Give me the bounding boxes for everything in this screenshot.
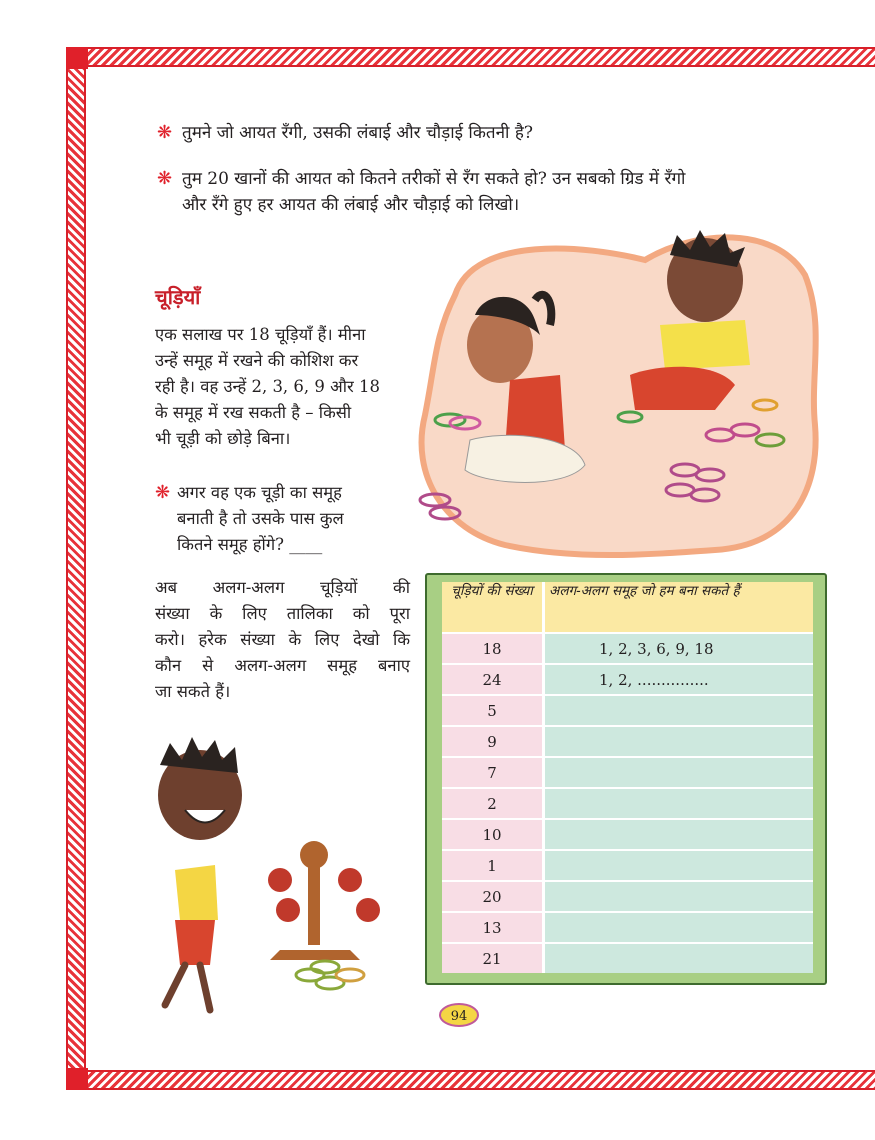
table-header-row [442, 582, 813, 633]
question-2-line-1: तुम 20 खानों की आयत को कितने तरीकों से रँग सकते हो? उन सबको ग्रिड में रँगो [182, 169, 686, 189]
flower-bullet-icon: ❋ [157, 168, 173, 189]
top-border [66, 47, 875, 67]
row-groups[interactable] [544, 943, 814, 973]
row-groups[interactable] [544, 881, 814, 912]
table-row [442, 850, 813, 881]
paragraph-line: अब अलग-अलग चूड़ियों की [155, 578, 410, 597]
paragraph-line: कौन से अलग-अलग समूह बनाए [155, 656, 410, 675]
table-row [442, 819, 813, 850]
paragraph-line: संख्या के लिए तालिका को पूरा [155, 604, 410, 623]
row-groups[interactable]: 1, 2, ............... [544, 664, 814, 695]
table-row [442, 695, 813, 726]
section-heading: चूड़ियाँ [155, 285, 201, 309]
question-2-line-2: और रँगे हुए हर आयत की लंबाई और चौड़ाई को लिखो। [182, 195, 520, 215]
bangle-groups-table [442, 582, 813, 973]
paragraph-line: जा सकते हैं। [155, 682, 231, 701]
paragraph-line: रही है। वह उन्हें 2, 3, 6, 9 और 18 [155, 377, 381, 396]
bangles-paragraph [155, 322, 410, 452]
row-number: 1 [442, 850, 544, 881]
row-number: 10 [442, 819, 544, 850]
row-groups[interactable] [544, 788, 814, 819]
children-bangles-illustration [415, 225, 820, 560]
row-groups[interactable] [544, 819, 814, 850]
row-groups[interactable] [544, 912, 814, 943]
corner-bottom-left [66, 1068, 88, 1090]
row-groups[interactable]: 1, 2, 3, 6, 9, 18 [544, 633, 814, 664]
question-1 [157, 120, 533, 146]
table-row [442, 881, 813, 912]
paragraph-line: एक सलाख पर 18 चूड़ियाँ हैं। मीना [155, 325, 366, 344]
row-number: 21 [442, 943, 544, 973]
question-3-line: बनाती है तो उसके पास कुल [177, 509, 344, 528]
corner-top-left [66, 47, 88, 69]
table-row [442, 664, 813, 695]
row-groups[interactable] [544, 726, 814, 757]
row-number: 7 [442, 757, 544, 788]
paragraph-line: भी चूड़ी को छोड़े बिना। [155, 429, 291, 448]
row-number: 20 [442, 881, 544, 912]
bottom-border [66, 1070, 875, 1090]
row-number: 5 [442, 695, 544, 726]
question-3-line: कितने समूह होंगे? ____ [177, 535, 323, 554]
question-2 [157, 166, 686, 218]
header-bangle-count: चूड़ियों की संख्या [442, 582, 544, 633]
table-row [442, 943, 813, 973]
table-row [442, 788, 813, 819]
paragraph-line: के समूह में रख सकती है – किसी [155, 403, 352, 422]
table-row [442, 757, 813, 788]
table-row [442, 912, 813, 943]
row-number: 24 [442, 664, 544, 695]
row-groups[interactable] [544, 695, 814, 726]
question-3 [155, 480, 415, 558]
flower-bullet-icon: ❋ [157, 122, 173, 143]
question-1-text: तुमने जो आयत रँगी, उसकी लंबाई और चौड़ाई कितनी है? [182, 123, 533, 143]
row-number: 13 [442, 912, 544, 943]
page-number: 94 [450, 1009, 468, 1024]
row-number: 18 [442, 633, 544, 664]
page-number-badge [438, 1002, 480, 1028]
table-row [442, 726, 813, 757]
flower-bullet-icon: ❋ [155, 482, 171, 503]
left-border [66, 47, 86, 1090]
question-3-line: अगर वह एक चूड़ी का समूह [177, 483, 342, 502]
header-groups: अलग-अलग समूह जो हम बना सकते हैं [544, 582, 814, 633]
paragraph-line: करो। हरेक संख्या के लिए देखो कि [155, 630, 410, 649]
table-row [442, 633, 813, 664]
paragraph-line: उन्हें समूह में रखने की कोशिश कर [155, 351, 359, 370]
table-instructions [155, 575, 410, 705]
row-number: 9 [442, 726, 544, 757]
row-number: 2 [442, 788, 544, 819]
row-groups[interactable] [544, 850, 814, 881]
boy-and-bangle-stand-illustration [130, 735, 390, 1020]
row-groups[interactable] [544, 757, 814, 788]
